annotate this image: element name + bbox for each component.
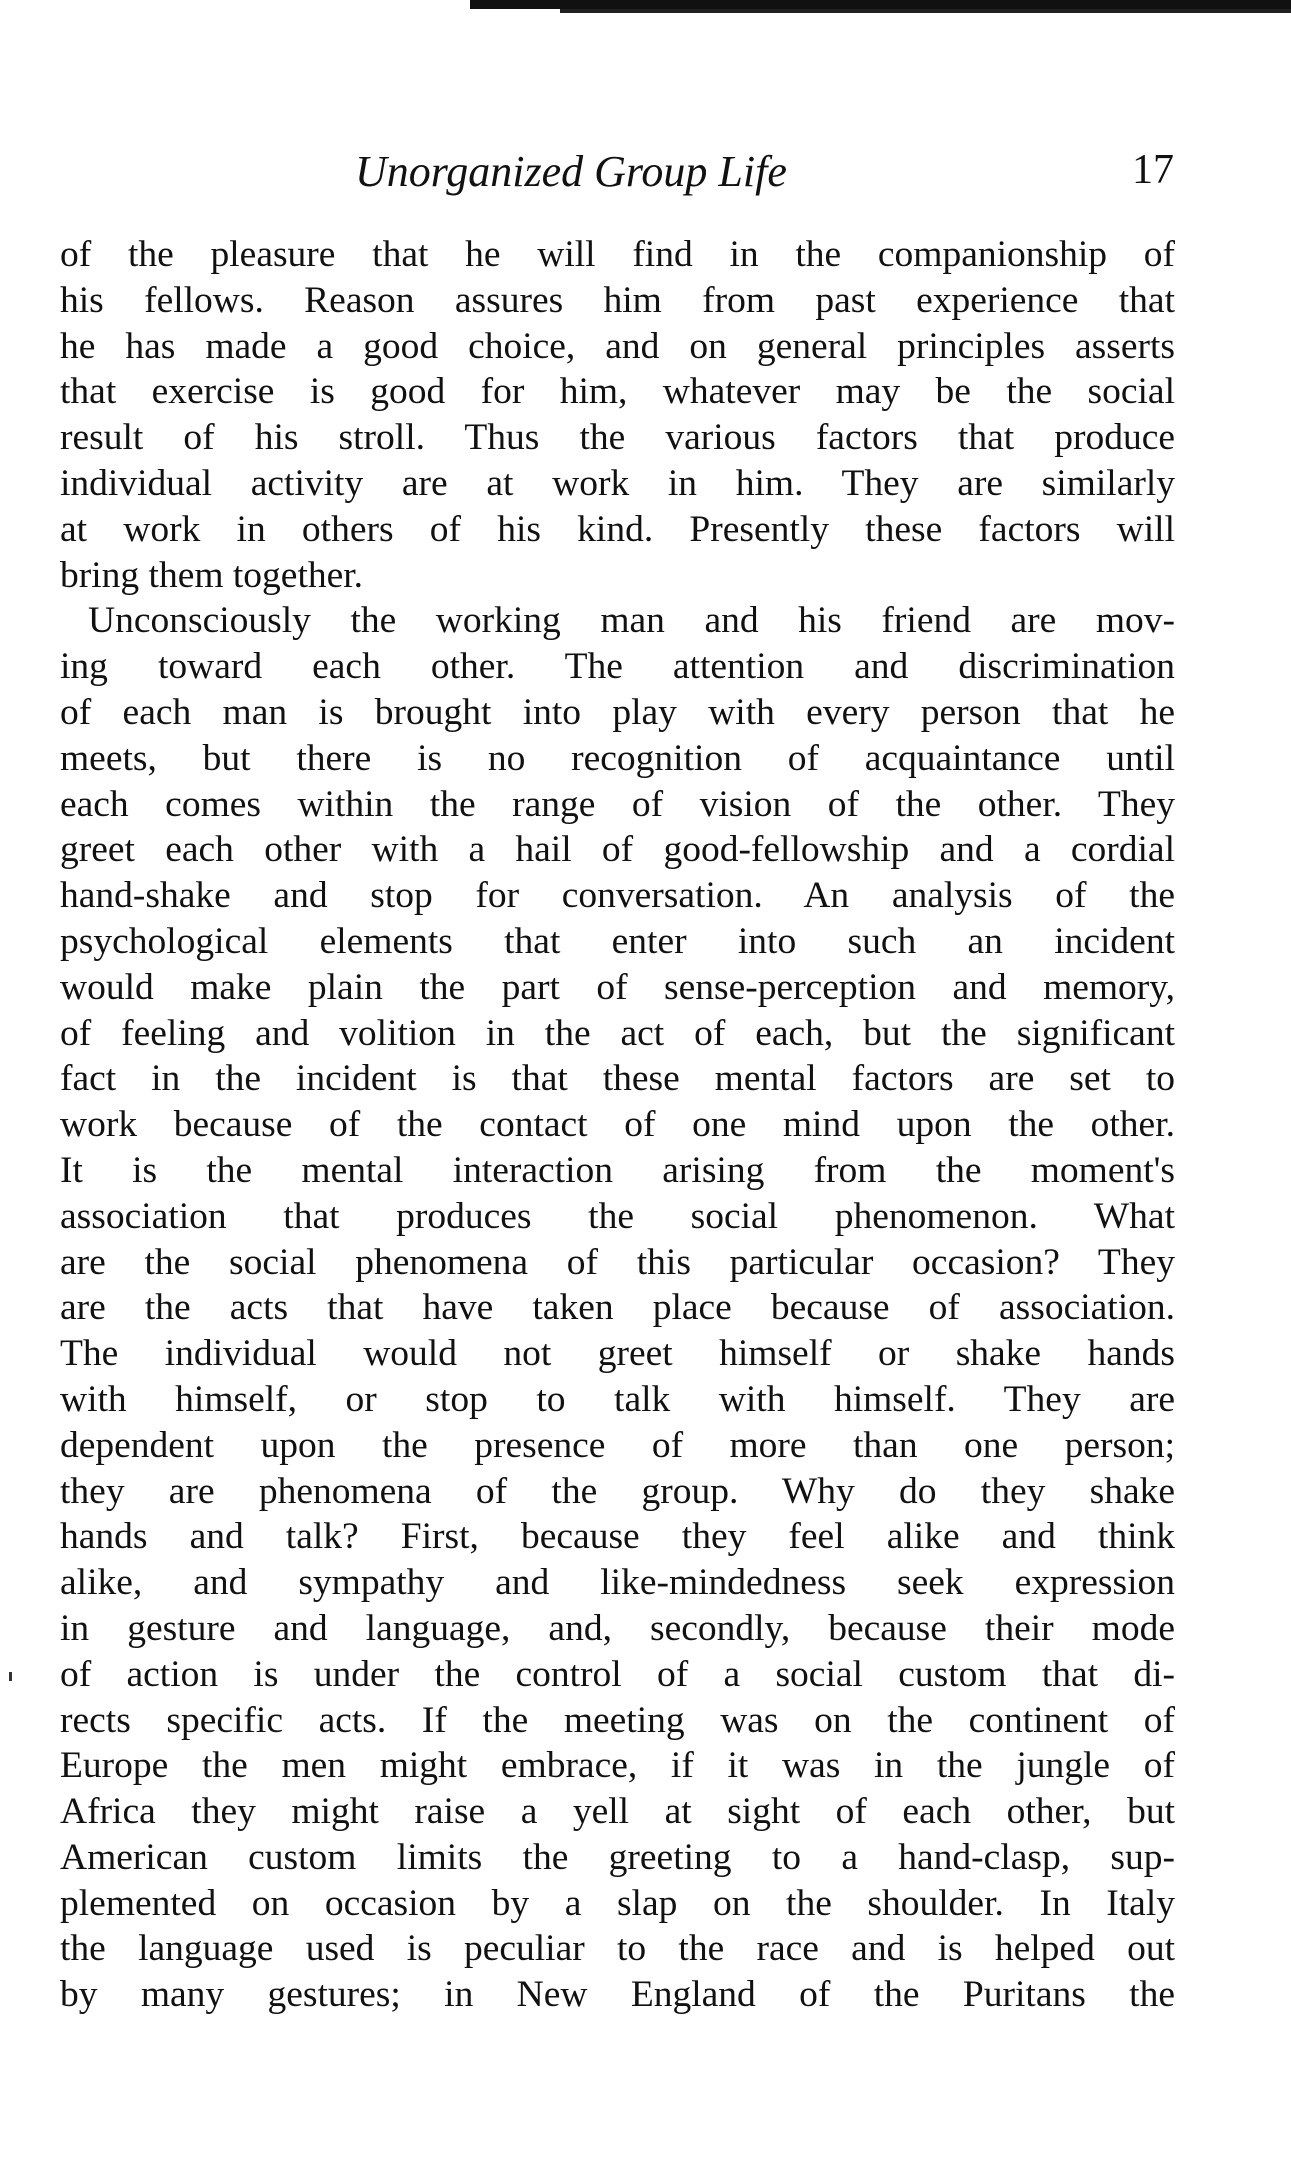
text-line: individual activity are at work in him. They are similarly	[60, 462, 1175, 504]
text-line: that exercise is good for him, whatever may be the social	[60, 371, 1175, 413]
top-scan-edge-shadow	[560, 9, 1291, 13]
text-line: plemented on occasion by a slap on the shoulder. In Italy	[60, 1882, 1175, 1924]
text-line: are the acts that have taken place because of association.	[60, 1287, 1175, 1329]
text-line: each comes within the range of vision of the other. They	[60, 783, 1175, 825]
text-line: are the social phenomena of this particular occasion? They	[60, 1241, 1175, 1283]
text-line: in gesture and language, and, secondly, because their mode	[60, 1607, 1175, 1649]
top-scan-edge	[470, 0, 1291, 9]
margin-speck	[9, 1672, 12, 1681]
text-line: fact in the incident is that these mental factors are set to	[60, 1058, 1175, 1100]
text-line: by many gestures; in New England of the Puritans the	[60, 1974, 1175, 2016]
text-line: of the pleasure that he will find in the companionship of	[60, 234, 1175, 275]
text-line: of each man is brought into play with every person that he	[60, 691, 1175, 733]
text-line: work because of the contact of one mind upon the other.	[60, 1104, 1175, 1146]
running-head-title: Unorganized Group Life	[355, 147, 787, 196]
text-line: It is the mental interaction arising from the moment's	[60, 1149, 1175, 1191]
text-line: Unconsciously the working man and his friend are mov-	[88, 600, 1175, 642]
text-line: ing toward each other. The attention and discrimination	[60, 646, 1175, 688]
text-line: Europe the men might embrace, if it was in the jungle of	[60, 1745, 1175, 1787]
text-line: bring them together.	[60, 554, 364, 596]
text-line: greet each other with a hail of good-fellowship and a cordial	[60, 829, 1175, 871]
text-line: of feeling and volition in the act of each, but the significant	[60, 1012, 1175, 1054]
text-line: dependent upon the presence of more than one person;	[60, 1424, 1175, 1466]
text-line: with himself, or stop to talk with himself. They are	[60, 1378, 1175, 1420]
text-line: they are phenomena of the group. Why do they shake	[60, 1470, 1175, 1512]
text-line: American custom limits the greeting to a hand-clasp, sup-	[60, 1836, 1175, 1878]
text-line: Africa they might raise a yell at sight of each other, but	[60, 1791, 1175, 1833]
text-line: rects specific acts. If the meeting was on the continent of	[60, 1699, 1175, 1741]
running-head	[0, 146, 1291, 202]
text-line: hands and talk? First, because they feel alike and think	[60, 1516, 1175, 1558]
text-line: meets, but there is no recognition of acquaintance until	[60, 737, 1175, 779]
text-line: would make plain the part of sense-perception and memory,	[60, 966, 1175, 1008]
text-line: result of his stroll. Thus the various factors that produce	[60, 417, 1175, 459]
text-line: of action is under the control of a social custom that di-	[60, 1653, 1175, 1695]
text-line: he has made a good choice, and on general principles asserts	[60, 325, 1175, 367]
text-line: psychological elements that enter into such an incident	[60, 920, 1175, 962]
text-line: association that produces the social phenomenon. What	[60, 1195, 1175, 1237]
text-line: The individual would not greet himself or shake hands	[60, 1333, 1175, 1375]
text-line: his fellows. Reason assures him from past experience that	[60, 279, 1175, 321]
text-line: at work in others of his kind. Presently these factors will	[60, 508, 1175, 550]
page-number: 17	[1132, 147, 1174, 193]
body-text	[60, 232, 1175, 2018]
text-line: alike, and sympathy and like-mindedness seek expression	[60, 1562, 1175, 1604]
text-line: the language used is peculiar to the race and is helped out	[60, 1928, 1175, 1970]
text-line: hand-shake and stop for conversation. An analysis of the	[60, 875, 1175, 917]
